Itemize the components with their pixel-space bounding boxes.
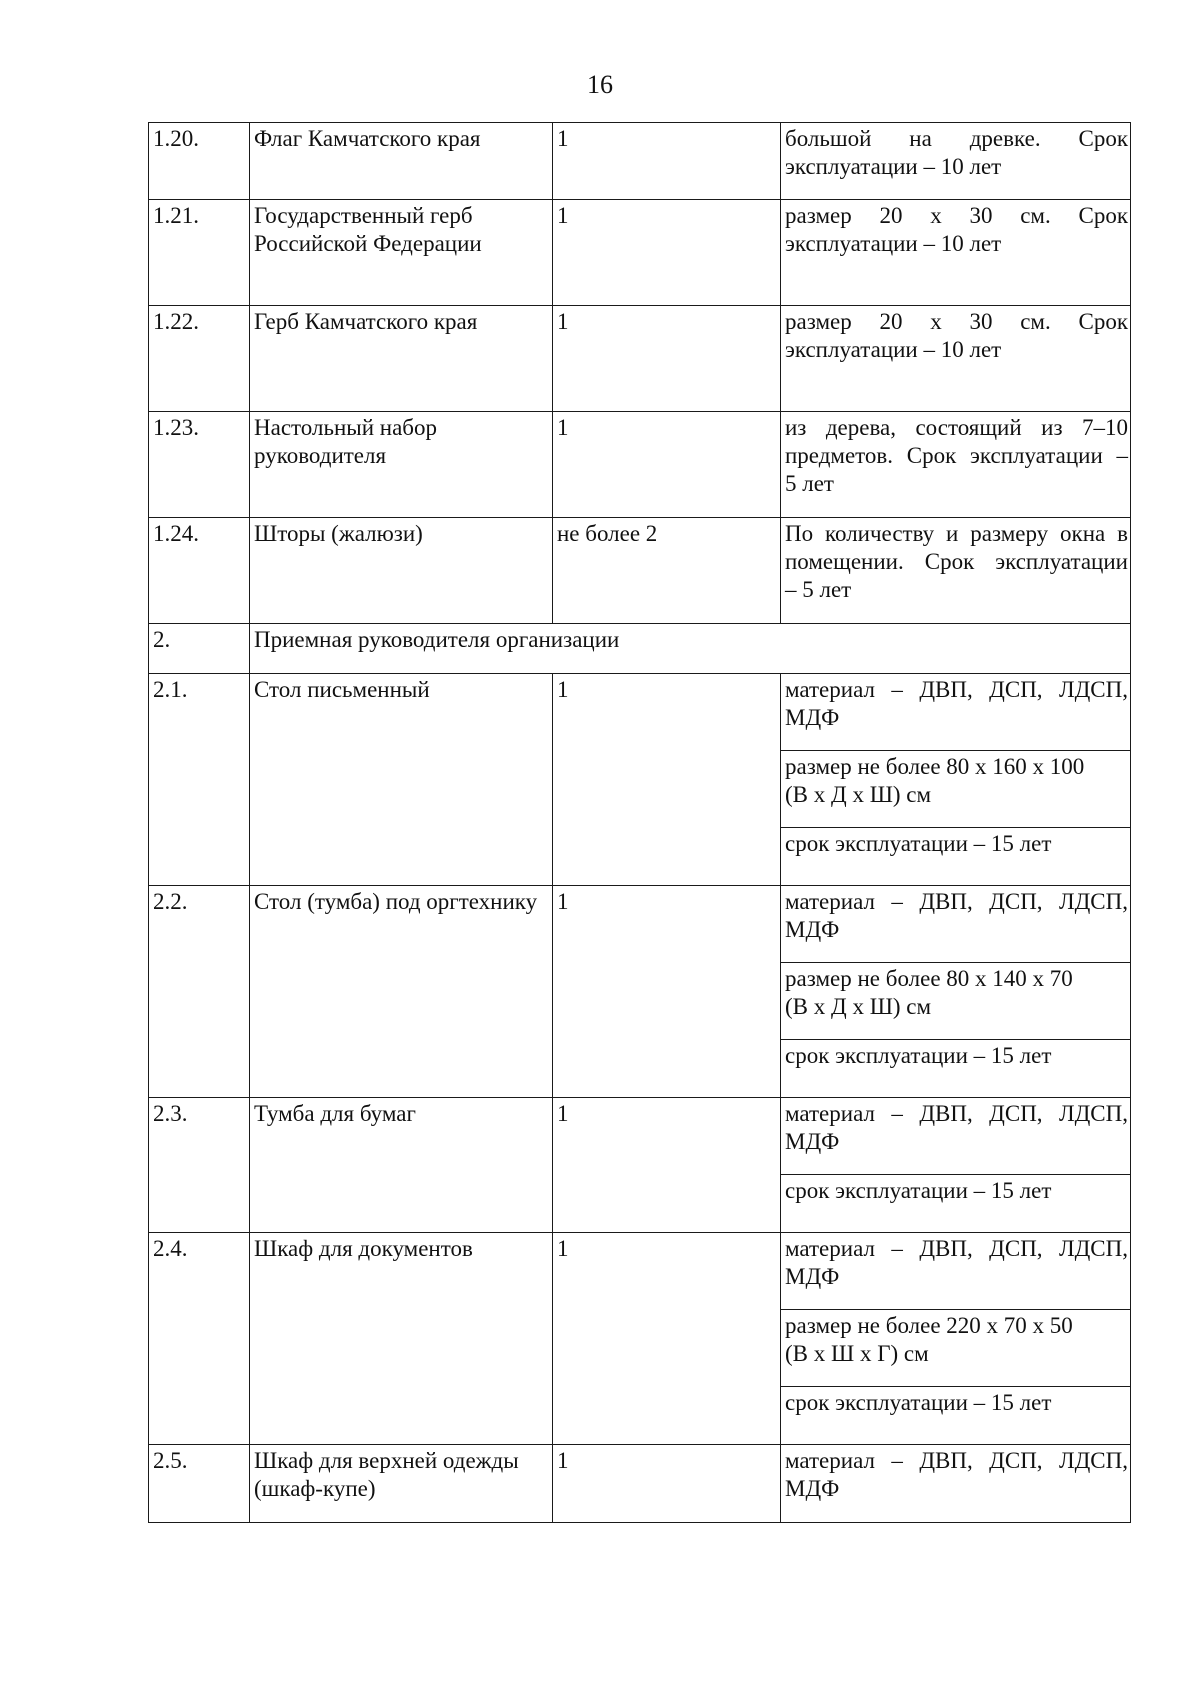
item-quantity: 1: [553, 200, 781, 306]
item-quantity: не более 2: [553, 518, 781, 624]
spec-line: материал – ДВП, ДСП, ЛДСП,: [785, 677, 1128, 702]
spec-line: размер не более 80 х 140 х 70: [785, 966, 1073, 991]
table-row: [149, 1098, 1131, 1175]
item-spec: [781, 412, 1131, 518]
spec-line: срок эксплуатации – 15 лет: [785, 1390, 1052, 1415]
item-spec: [781, 886, 1131, 963]
item-quantity: 1: [553, 123, 781, 200]
item-name: Герб Камчатского края: [250, 306, 553, 412]
spec-line: помещении. Срок эксплуатации: [785, 549, 1128, 574]
table-row: [149, 1233, 1131, 1310]
spec-line: срок эксплуатации – 15 лет: [785, 1178, 1052, 1203]
item-quantity: 1: [553, 1233, 781, 1445]
item-quantity: 1: [553, 674, 781, 886]
item-spec: [781, 1040, 1131, 1098]
spec-line: материал – ДВП, ДСП, ЛДСП,: [785, 889, 1128, 914]
table-row: [149, 886, 1131, 963]
table-row: [149, 412, 1131, 518]
table-row: [149, 306, 1131, 412]
item-name: Настольный набор руководителя: [250, 412, 553, 518]
item-spec: [781, 123, 1131, 200]
table-row: [149, 123, 1131, 200]
item-name: Шкаф для верхней одежды (шкаф-купе): [250, 1445, 553, 1523]
item-spec: [781, 828, 1131, 886]
item-number: 2.5.: [149, 1445, 250, 1523]
furniture-table: [148, 122, 1131, 1523]
item-name: Флаг Камчатского края: [250, 123, 553, 200]
spec-line: 5 лет: [785, 471, 834, 496]
table-row: [149, 518, 1131, 624]
item-number: 2.4.: [149, 1233, 250, 1445]
spec-line: срок эксплуатации – 15 лет: [785, 831, 1052, 856]
spec-line: эксплуатации – 10 лет: [785, 154, 1002, 179]
item-quantity: 1: [553, 306, 781, 412]
table-row: [149, 200, 1131, 306]
spec-line: большой на древке. Срок: [785, 126, 1128, 151]
item-name: Стол письменный: [250, 674, 553, 886]
item-quantity: 1: [553, 886, 781, 1098]
spec-line: предметов. Срок эксплуатации –: [785, 443, 1128, 468]
item-spec: [781, 1098, 1131, 1175]
item-number: 2.3.: [149, 1098, 250, 1233]
item-number: 1.20.: [149, 123, 250, 200]
section-title: Приемная руководителя организации: [250, 624, 1131, 674]
spec-line: По количеству и размеру окна в: [785, 521, 1128, 546]
item-spec: [781, 1233, 1131, 1310]
spec-line: материал – ДВП, ДСП, ЛДСП,: [785, 1236, 1128, 1261]
table-row: [149, 1445, 1131, 1523]
item-number: 1.22.: [149, 306, 250, 412]
spec-line: размер не более 220 х 70 х 50: [785, 1313, 1073, 1338]
spec-line: из дерева, состоящий из 7–10: [785, 415, 1128, 440]
item-quantity: 1: [553, 1445, 781, 1523]
item-quantity: 1: [553, 1098, 781, 1233]
item-spec: [781, 518, 1131, 624]
item-quantity: 1: [553, 412, 781, 518]
spec-line: эксплуатации – 10 лет: [785, 337, 1002, 362]
spec-line: срок эксплуатации – 15 лет: [785, 1043, 1052, 1068]
spec-line: МДФ: [785, 1476, 840, 1501]
item-name: Государственный герб Российской Федерации: [250, 200, 553, 306]
page-number: 16: [587, 70, 613, 99]
spec-line: эксплуатации – 10 лет: [785, 231, 1002, 256]
item-spec: [781, 674, 1131, 751]
spec-line: МДФ: [785, 917, 840, 942]
item-number: 1.21.: [149, 200, 250, 306]
item-spec: [781, 1387, 1131, 1445]
item-name: Шкаф для документов: [250, 1233, 553, 1445]
item-number: 2.2.: [149, 886, 250, 1098]
spec-line: МДФ: [785, 705, 840, 730]
item-number: 2.1.: [149, 674, 250, 886]
item-spec: [781, 200, 1131, 306]
item-number: 1.24.: [149, 518, 250, 624]
spec-line: размер 20 х 30 см. Срок: [785, 203, 1128, 228]
item-spec: [781, 1445, 1131, 1523]
item-name: Шторы (жалюзи): [250, 518, 553, 624]
spec-line: (В х Д х Ш) см: [785, 994, 932, 1019]
section-row: [149, 624, 1131, 674]
item-spec: [781, 963, 1131, 1040]
item-name: Стол (тумба) под оргтехнику: [250, 886, 553, 1098]
item-spec: [781, 306, 1131, 412]
item-spec: [781, 1310, 1131, 1387]
spec-line: (В х Ш х Г) см: [785, 1341, 929, 1366]
spec-line: МДФ: [785, 1129, 840, 1154]
item-spec: [781, 1175, 1131, 1233]
item-name: Тумба для бумаг: [250, 1098, 553, 1233]
spec-line: МДФ: [785, 1264, 840, 1289]
item-spec: [781, 751, 1131, 828]
table-row: [149, 674, 1131, 751]
section-number: 2.: [149, 624, 250, 674]
spec-line: материал – ДВП, ДСП, ЛДСП,: [785, 1448, 1128, 1473]
spec-line: размер 20 х 30 см. Срок: [785, 309, 1128, 334]
spec-line: – 5 лет: [785, 577, 852, 602]
spec-line: размер не более 80 х 160 х 100: [785, 754, 1085, 779]
spec-line: материал – ДВП, ДСП, ЛДСП,: [785, 1101, 1128, 1126]
spec-line: (В х Д х Ш) см: [785, 782, 932, 807]
item-number: 1.23.: [149, 412, 250, 518]
